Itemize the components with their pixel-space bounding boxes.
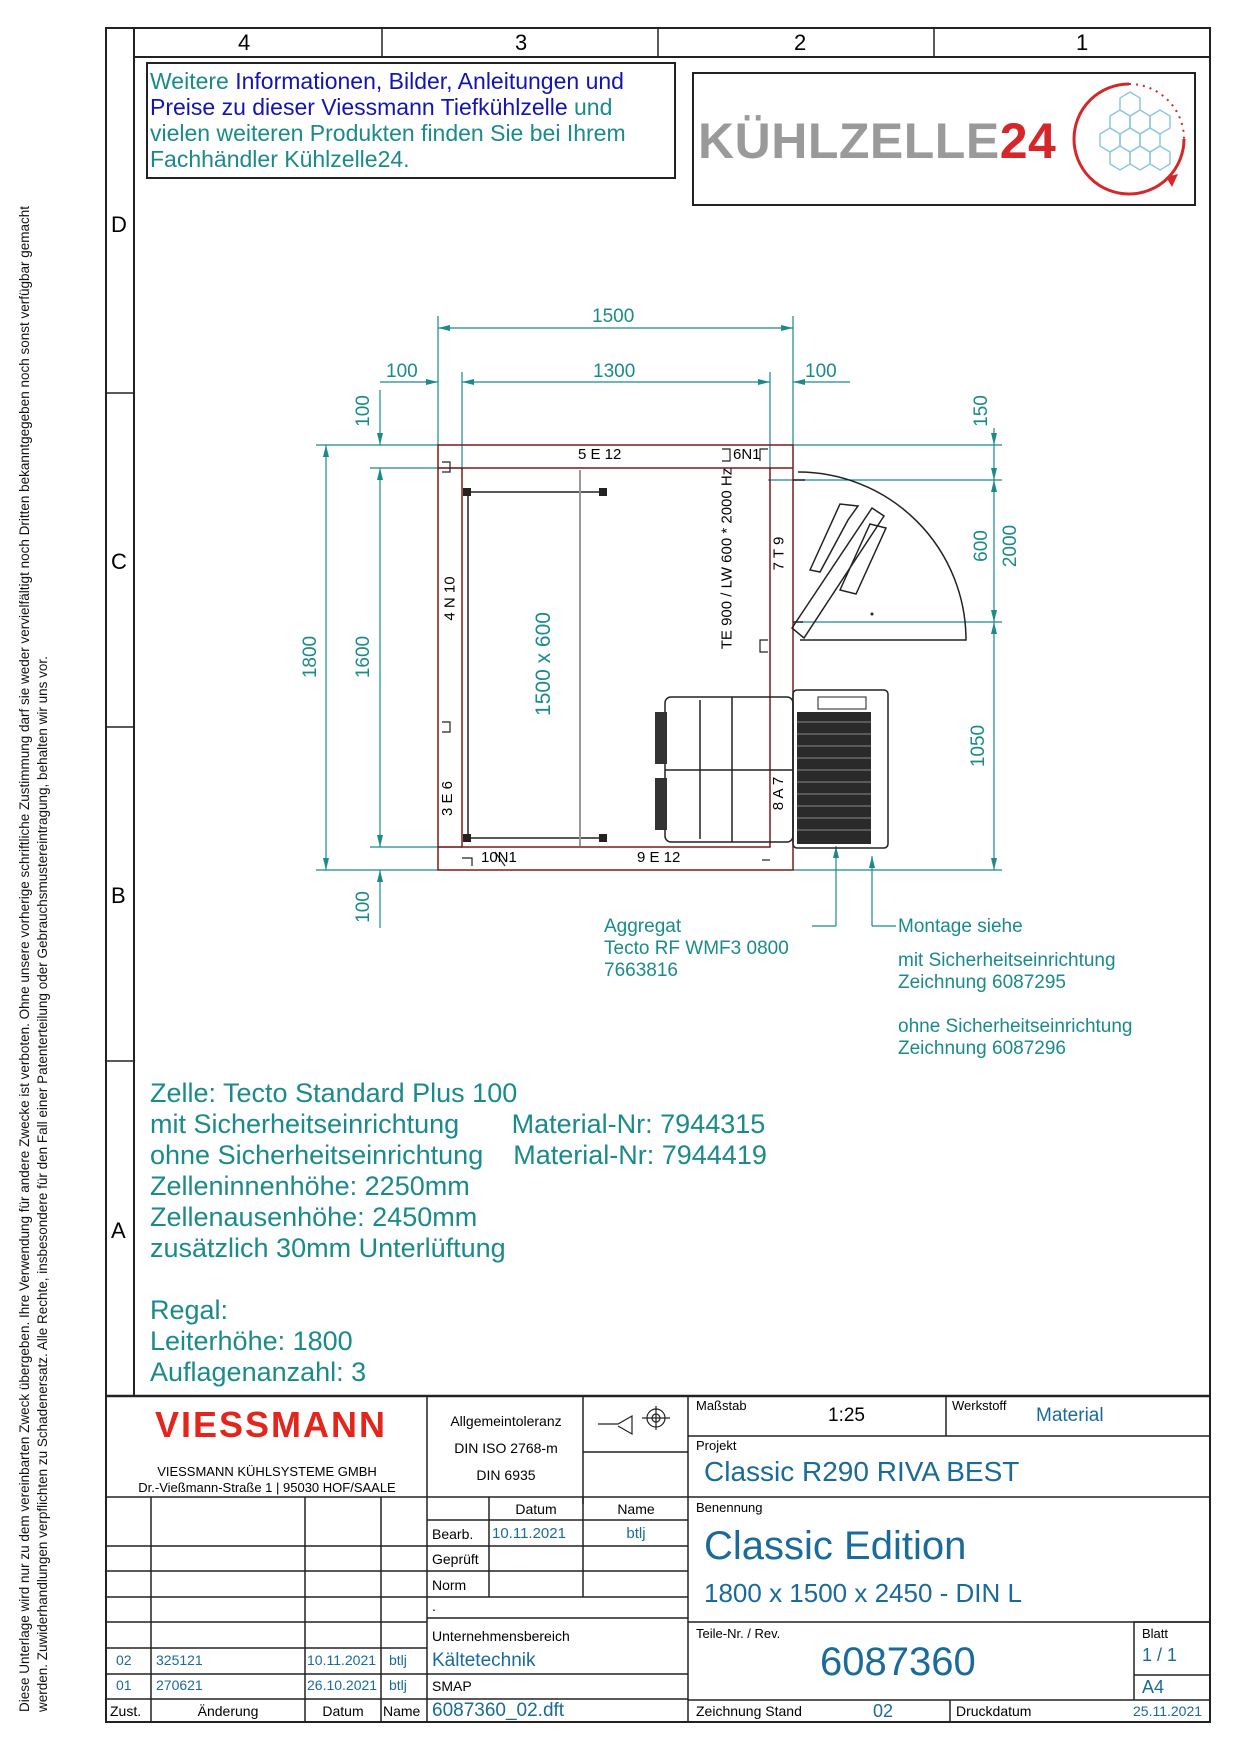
- dim-right-1050: 1050: [968, 724, 990, 768]
- col-name: Name: [617, 1501, 655, 1517]
- dim-right-offset: 100: [805, 361, 837, 382]
- info-l1a: Weitere: [150, 68, 236, 94]
- massstab-value: 1:25: [828, 1405, 865, 1426]
- werkstoff-value: Material: [1036, 1405, 1104, 1426]
- massstab-label: Maßstab: [696, 1398, 747, 1413]
- dim-total-height: 1800: [300, 635, 322, 679]
- shelf-label: 1500 x 600: [531, 612, 555, 716]
- spec-l3: ohne Sicherheitseinrichtung Material-Nr: 7944419: [150, 1140, 767, 1170]
- teile-label: Teile-Nr. / Rev.: [696, 1626, 781, 1641]
- blatt-label: Blatt: [1142, 1626, 1169, 1641]
- spec-l4: Zelleninnenhöhe: 2250mm: [150, 1171, 470, 1201]
- legal-note-line2: werden. Zuwiderhandlungen verpflichten zu Schadenersatz. Alle Rechte, insbesondere für den Fall einer Patenterteilung oder Gebrauchsmustereintragung, behalten wir uns vor.: [35, 656, 50, 1712]
- dot-label: .: [432, 1598, 436, 1614]
- spec-l8: Leiterhöhe: 1800: [150, 1326, 353, 1356]
- aggregat-l3: 7663816: [604, 960, 678, 981]
- format-value: A4: [1142, 1677, 1165, 1697]
- dim-right-600: 600: [970, 530, 992, 562]
- grid-col-1: 1: [1076, 30, 1089, 55]
- company-name: VIESSMANN KÜHLSYSTEME GMBH: [157, 1464, 377, 1479]
- aggregat-l2: Tecto RF WMF3 0800: [604, 938, 789, 959]
- grid-col-3: 3: [515, 30, 528, 55]
- montage-l1: Montage siehe: [898, 916, 1023, 937]
- panel-top: 5 E 12: [578, 446, 622, 463]
- geprueft-label: Geprüft: [432, 1551, 479, 1567]
- dim-inner-width: 1300: [593, 361, 636, 382]
- dim-top-vertical: 100: [352, 395, 374, 427]
- dim-bottom-vertical: 100: [352, 891, 374, 923]
- info-l3: vielen weiteren Produkten finden Sie bei Ihrem: [150, 120, 626, 146]
- stand-value: 02: [873, 1701, 894, 1721]
- bereich-label: Unternehmensbereich: [432, 1628, 570, 1644]
- logo-text-gray: KÜHLZELLE: [698, 113, 1000, 169]
- projekt-value: Classic R290 RIVA BEST: [704, 1456, 1020, 1487]
- grid-row-a: A: [111, 1218, 126, 1243]
- dim-left-offset: 100: [386, 361, 418, 382]
- tolerance-2: DIN 6935: [476, 1467, 536, 1483]
- header-aenderung: Änderung: [197, 1703, 259, 1719]
- rev02-name: btlj: [389, 1652, 407, 1668]
- druck-label: Druckdatum: [956, 1703, 1032, 1719]
- header-datum: Datum: [322, 1703, 364, 1719]
- info-l4: Fachhändler Kühlzelle24.: [150, 146, 410, 172]
- panel-top-right: 6N1: [733, 446, 761, 463]
- col-datum: Datum: [515, 1501, 557, 1517]
- blatt-value: 1 / 1: [1142, 1645, 1178, 1665]
- smap-label: SMAP: [432, 1678, 472, 1694]
- panel-right-upper: 7 T 9: [770, 536, 788, 571]
- bearb-date: 10.11.2021: [492, 1525, 566, 1542]
- dim-inner-height: 1600: [353, 635, 375, 679]
- smap-value: 6087360_02.dft: [432, 1700, 565, 1721]
- company-address: Dr.-Vießmann-Straße 1 | 95030 HOF/SAALE: [138, 1480, 396, 1495]
- spec-l1: Zelle: Tecto Standard Plus 100: [150, 1078, 518, 1108]
- dim-right-150: 150: [970, 395, 992, 427]
- grid-row-c: C: [111, 549, 127, 574]
- benennung-value: Classic Edition: [704, 1524, 967, 1568]
- tolerance-1: DIN ISO 2768-m: [454, 1440, 558, 1456]
- rev01-zust: 01: [116, 1677, 132, 1693]
- door-label: TE 900 / LW 600 * 2000 Hz: [718, 467, 736, 650]
- aggregat-l1: Aggregat: [604, 916, 682, 937]
- spec-l7: Regal:: [150, 1295, 229, 1325]
- norm-label: Norm: [432, 1577, 467, 1593]
- panel-left-low: 3 E 6: [439, 780, 457, 817]
- header-name: Name: [383, 1703, 421, 1719]
- montage-l2: mit Sicherheitseinrichtung: [898, 950, 1116, 971]
- benennung-dims: 1800 x 1500 x 2450 - DIN L: [704, 1578, 1022, 1608]
- spec-l6: zusätzlich 30mm Unterlüftung: [150, 1233, 506, 1263]
- grid-col-4: 4: [238, 30, 251, 55]
- rev01-name: btlj: [389, 1677, 407, 1693]
- dim-right-2000: 2000: [1000, 524, 1022, 568]
- panel-bottom-left: 10N1: [481, 849, 517, 866]
- benennung-label: Benennung: [696, 1500, 763, 1515]
- teile-nr: 6087360: [820, 1640, 976, 1684]
- stand-label: Zeichnung Stand: [696, 1703, 802, 1719]
- viessmann-logo: VIESSMANN: [154, 1404, 388, 1445]
- druck-value: 25.11.2021: [1133, 1703, 1203, 1719]
- montage-l5: Zeichnung 6087296: [898, 1038, 1066, 1059]
- werkstoff-label: Werkstoff: [952, 1398, 1007, 1413]
- panel-bottom: 9 E 12: [637, 849, 681, 866]
- rev02-zust: 02: [116, 1652, 132, 1668]
- bearb-name: btlj: [626, 1525, 646, 1542]
- legal-note-line1: Diese Unterlage wird nur zu dem vereinbarten Zweck übergeben. Ihre Verwendung für andere Zwecke ist verboten. Ohne unsere vorherige schriftliche Zustimmung darf sie weder vervielfältigt noch Dritten bekanntgegeben noch sonst verfügbar gemacht: [17, 205, 32, 1712]
- info-l2a[interactable]: Preise zu dieser Viessmann Tiefkühlzelle: [150, 94, 568, 120]
- bereich-value: Kältetechnik: [432, 1650, 536, 1671]
- header-zust: Zust.: [110, 1703, 142, 1719]
- rev02-nr: 325121: [156, 1652, 203, 1668]
- rev01-date: 26.10.2021: [307, 1677, 378, 1693]
- info-l1b[interactable]: Informationen, Bilder, Anleitungen und: [235, 68, 624, 94]
- grid-row-b: B: [111, 883, 126, 908]
- projekt-label: Projekt: [696, 1438, 737, 1453]
- dim-total-width: 1500: [592, 306, 635, 327]
- montage-l3: Zeichnung 6087295: [898, 972, 1066, 993]
- tolerance-title: Allgemeintoleranz: [450, 1413, 562, 1429]
- projection-symbol: [598, 1406, 670, 1434]
- rev01-nr: 270621: [156, 1677, 203, 1693]
- rev02-date: 10.11.2021: [307, 1652, 377, 1668]
- spec-l5: Zellenausenhöhe: 2450mm: [150, 1202, 478, 1232]
- bearb-label: Bearb.: [432, 1526, 474, 1542]
- spec-l2: mit Sicherheitseinrichtung Material-Nr: 7944315: [150, 1109, 766, 1139]
- spec-l9: Auflagenanzahl: 3: [150, 1357, 367, 1387]
- info-l2b: und: [567, 94, 613, 120]
- montage-l4: ohne Sicherheitseinrichtung: [898, 1016, 1133, 1037]
- panel-right-lower: 8 A 7: [770, 776, 788, 811]
- grid-col-2: 2: [794, 30, 807, 55]
- logo-text-red: 24: [999, 113, 1057, 169]
- panel-left: 4 N 10: [441, 576, 459, 621]
- grid-row-d: D: [111, 212, 127, 237]
